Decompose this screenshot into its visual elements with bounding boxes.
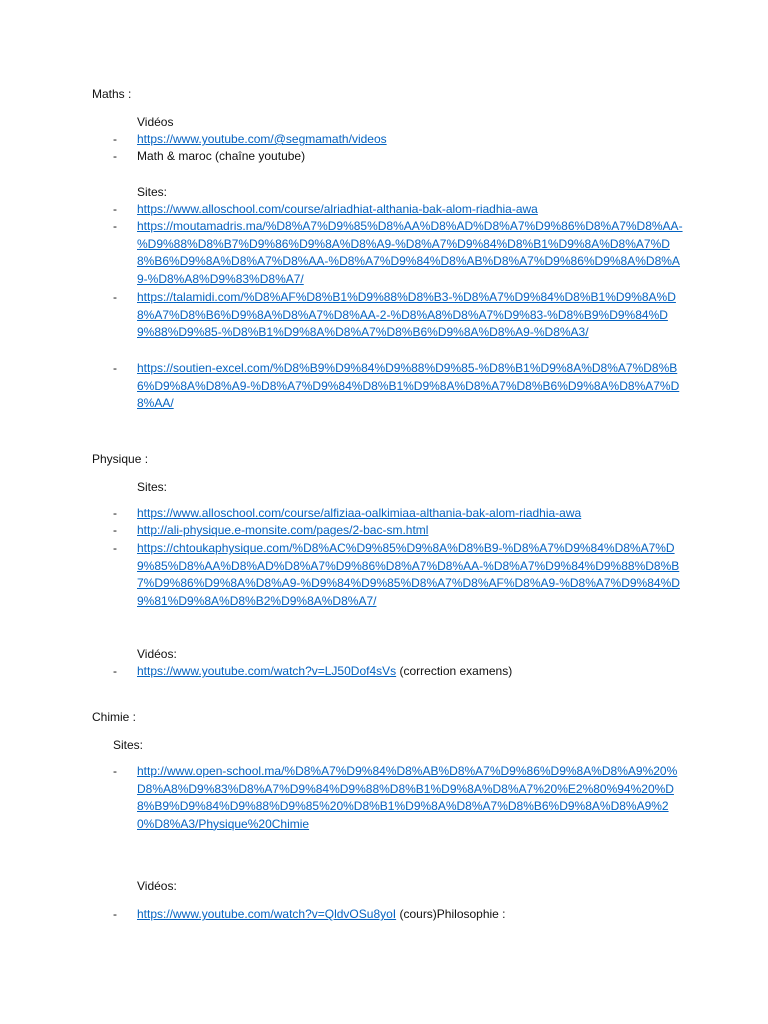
physique-video-note: (correction examens) (399, 664, 513, 678)
bullet-dash: - (113, 541, 117, 555)
maths-site-link-4[interactable]: https://soutien-excel.com/%D8%B9%D9%84%D9%88%D9%85-%D8%B1%D9%8A%D8%A7%D8%B6%D9%8A%D8%A9-%D8%A7%D9%84%D8%B1%D9%8A%D8%A7%D8%B6%D9%8A%D8%A7%D8%AA/ (137, 361, 680, 411)
bullet-dash: - (113, 664, 117, 678)
physique-sites-label: Sites: (137, 480, 168, 494)
bullet-dash: - (113, 764, 117, 778)
bullet-dash: - (113, 219, 117, 233)
bullet-dash: - (113, 149, 117, 163)
section-heading-maths: Maths : (92, 87, 132, 101)
chimie-site-link-1[interactable]: http://www.open-school.ma/%D8%A7%D9%84%D8%AB%D8%A7%D9%86%D9%8A%D8%A9%20%D8%A8%D9%83%D8%A7%D9%84%D9%88%D8%B1%D9%8A%D8%A7%20%E2%80%94%20%D8%B9%D9%84%D9%88%D9%85%20%D8%B1%D9%8A%D8%A7%D8%B6%D9%8A%D8%A9%20%D8%A3/Physique%20Chimie (137, 764, 678, 831)
chimie-videos-label: Vidéos: (137, 879, 177, 893)
maths-video-link-1[interactable]: https://www.youtube.com/@segmamath/videos (137, 132, 387, 146)
maths-videos-label: Vidéos (137, 115, 174, 129)
physique-videos-label: Vidéos: (137, 647, 177, 661)
physique-site-link-2[interactable]: http://ali-physique.e-monsite.com/pages/2-bac-sm.html (137, 523, 429, 537)
physique-site-link-3[interactable]: https://chtoukaphysique.com/%D8%AC%D9%85%D9%8A%D8%B9-%D8%A7%D9%84%D8%A7%D9%85%D8%AA%D8%AD%D8%A7%D9%86%D8%A7%D8%AA-%D8%A7%D9%84%D9%88%D8%B7%D9%86%D9%8A%D8%A9-%D9%84%D9%85%D8%A7%D8%AF%D8%A9-%D8%A7%D9%84%D9%81%D9%8A%D8%B2%D9%8A%D8%A7/ (137, 541, 680, 608)
maths-sites-label: Sites: (137, 185, 168, 199)
maths-site-link-1[interactable]: https://www.alloschool.com/course/alriadhiat-althania-bak-alom-riadhia-awa (137, 202, 538, 216)
physique-site-link-1[interactable]: https://www.alloschool.com/course/alfiziaa-oalkimiaa-althania-bak-alom-riadhia-awa (137, 506, 582, 520)
bullet-dash: - (113, 506, 117, 520)
chimie-video-note: (cours)Philosophie : (399, 907, 506, 921)
physique-video-link-1[interactable]: https://www.youtube.com/watch?v=LJ50Dof4sVs (137, 664, 397, 678)
bullet-dash: - (113, 290, 117, 304)
section-heading-physique: Physique : (92, 452, 149, 466)
bullet-dash: - (113, 361, 117, 375)
chimie-sites-label: Sites: (113, 738, 144, 752)
section-heading-chimie: Chimie : (92, 710, 137, 724)
bullet-dash: - (113, 907, 117, 921)
bullet-dash: - (113, 132, 117, 146)
chimie-video-link-1[interactable]: https://www.youtube.com/watch?v=QldvOSu8yoI (137, 907, 397, 921)
bullet-dash: - (113, 202, 117, 216)
maths-site-link-2[interactable]: https://moutamadris.ma/%D8%A7%D9%85%D8%AA%D8%AD%D8%A7%D9%86%D8%A7%D8%AA-%D9%88%D8%B7%D9%86%D9%8A%D8%A9-%D8%A7%D9%84%D8%B1%D9%8A%D8%A7%D8%B6%D9%8A%D8%A7%D8%AA-%D8%A7%D9%84%D8%AB%D8%A7%D9%86%D9%8A%D8%A9-%D8%A8%D9%83%D8%A7/ (137, 219, 683, 286)
maths-site-link-3[interactable]: https://talamidi.com/%D8%AF%D8%B1%D9%88%D8%B3-%D8%A7%D9%84%D8%B1%D9%8A%D8%A7%D8%B6%D9%8A%D8%A7%D8%AA-2-%D8%A8%D8%A7%D9%83-%D8%B9%D9%84%D9%88%D9%85-%D8%B1%D9%8A%D8%A7%D8%B6%D9%8A%D8%A9-%D8%A3/ (137, 290, 676, 340)
maths-video-text-2: Math & maroc (chaîne youtube) (137, 149, 306, 163)
bullet-dash: - (113, 523, 117, 537)
